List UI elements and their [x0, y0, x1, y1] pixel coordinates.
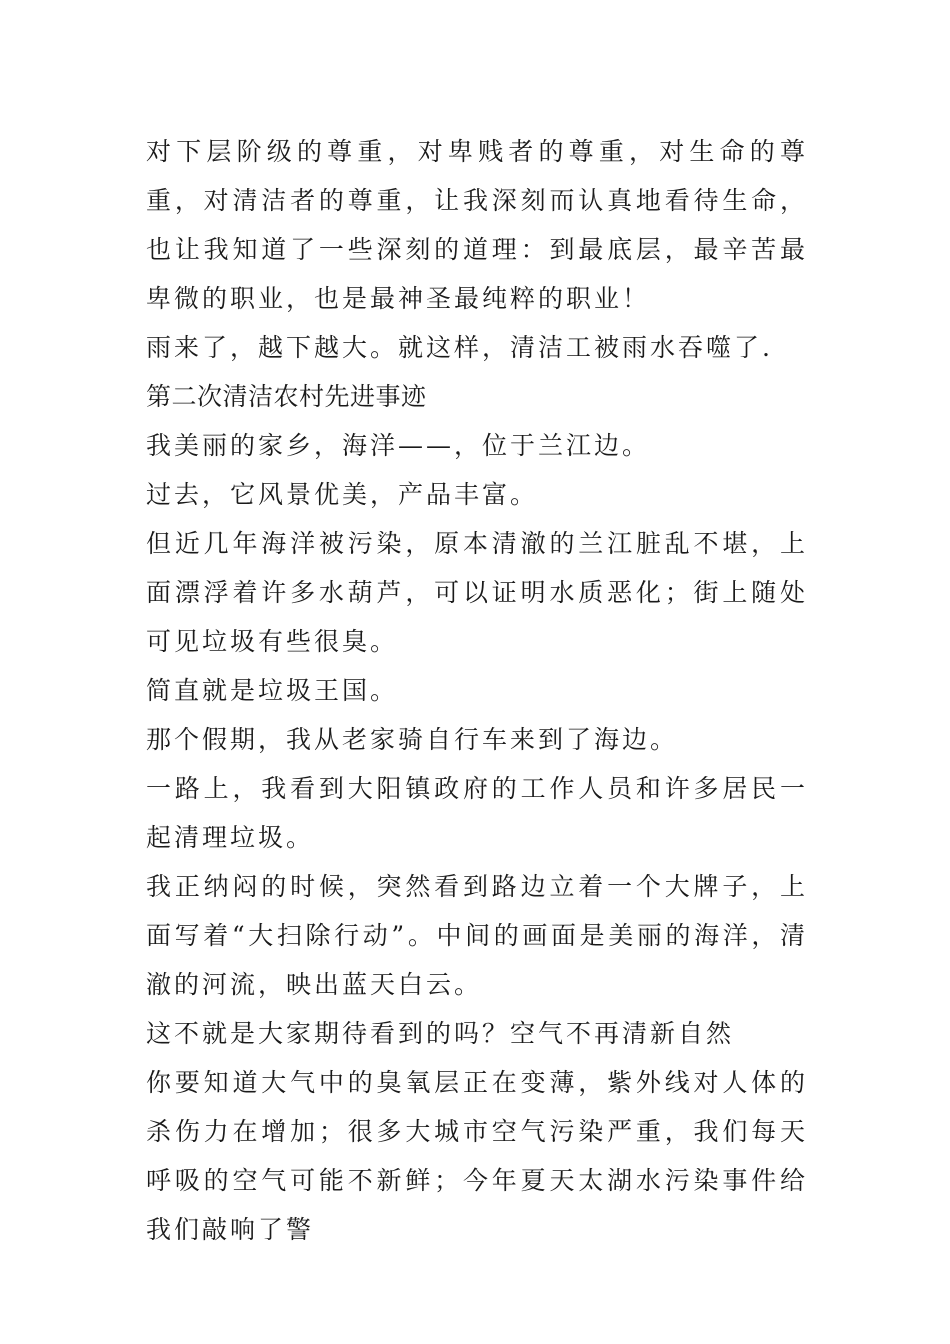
paragraph-past: 过去，它风景优美，产品丰富。	[146, 480, 539, 509]
paragraph-ozone: 你要知道大气中的臭氧层正在变薄，紫外线对人体的杀伤力在增加；很多大城市空气污染严重，我们每天呼吸的空气可能不新鲜；今年夏天太湖水污染事件给我们敲响了警	[146, 1068, 808, 1244]
paragraph-garbage-kingdom: 简直就是垃圾王国。	[146, 676, 399, 705]
paragraph-rain: 雨来了，越下越大。就这样，清洁工被雨水吞噬了.	[146, 333, 773, 362]
paragraph-sign: 我正纳闷的时候，突然看到路边立着一个大牌子，上面写着“大扫除行动”。中间的画面是美丽的海洋，清澈的河流，映出蓝天白云。	[146, 872, 808, 999]
paragraph-cleanup: 一路上，我看到大阳镇政府的工作人员和许多居民一起清理垃圾。	[146, 774, 808, 852]
paragraph-pollution: 但近几年海洋被污染，原本清澈的兰江脏乱不堪，上面漂浮着许多水葫芦，可以证明水质恶化；街上随处可见垃圾有些很臭。	[146, 529, 808, 656]
paragraph-hometown: 我美丽的家乡，海洋——，位于兰江边。	[146, 431, 651, 460]
document-body	[146, 127, 808, 1254]
paragraph-air: 这不就是大家期待看到的吗？空气不再清新自然	[146, 1019, 735, 1048]
paragraph-holiday: 那个假期，我从老家骑自行车来到了海边。	[146, 725, 679, 754]
section-heading: 第二次清洁农村先进事迹	[146, 382, 427, 411]
paragraph-respect: 对下层阶级的尊重，对卑贱者的尊重，对生命的尊重，对清洁者的尊重，让我深刻而认真地看待生命，也让我知道了一些深刻的道理：到最底层，最辛苦最卑微的职业，也是最神圣最纯粹的职业！	[146, 137, 808, 313]
